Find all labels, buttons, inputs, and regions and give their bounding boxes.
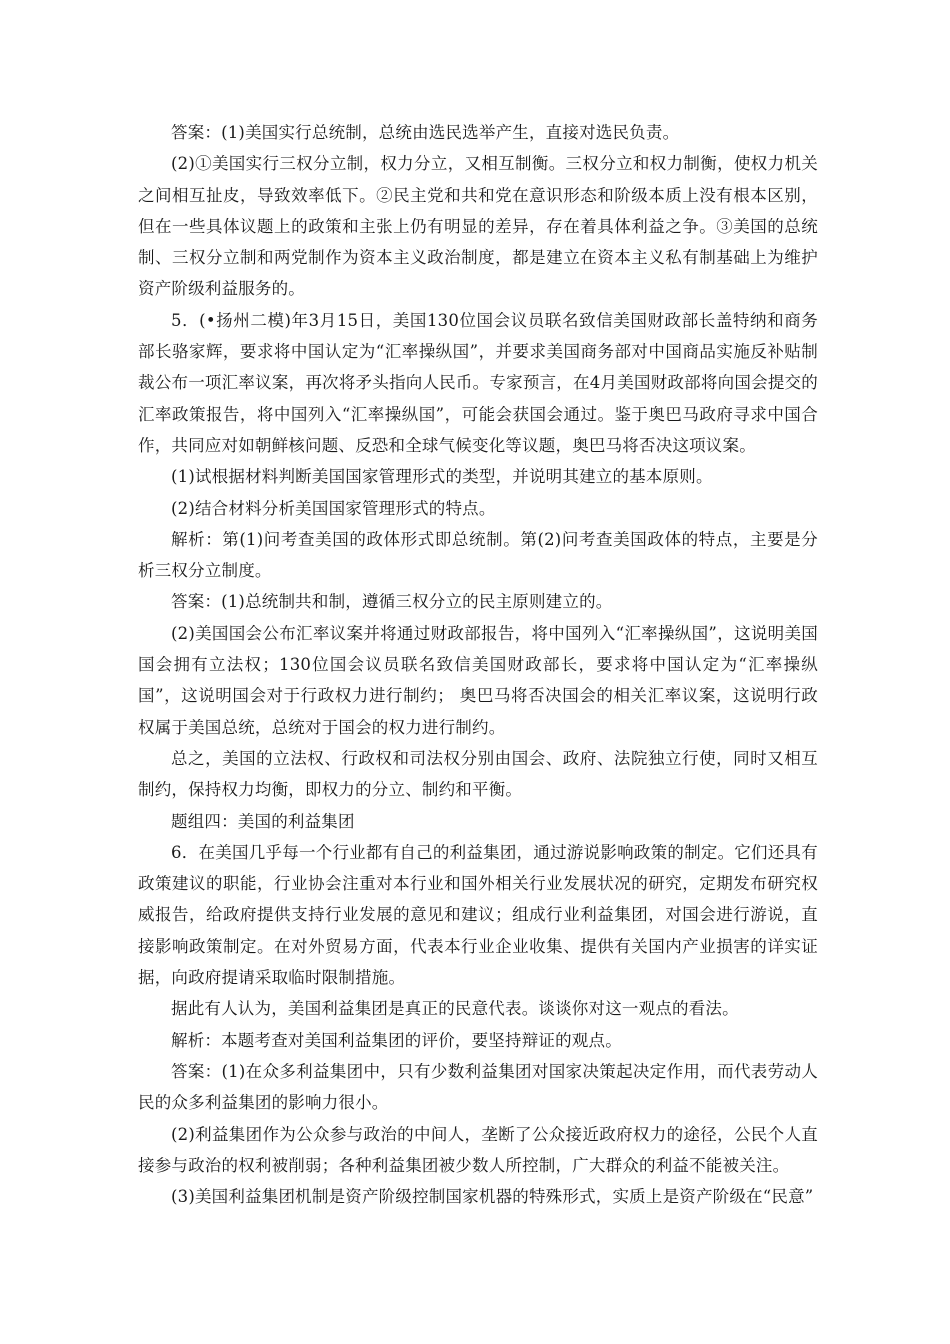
- analysis-paragraph-5: 解析：第(1)问考查美国的政体形式即总统制。第(2)问考查美国政体的特点，主要是分析三权分立制度。: [138, 529, 818, 581]
- answer-5-summary: 总之，美国的立法权、行政权和司法权分别由国会、政府、法院独立行使，同时又相互制约，保持权力均衡，即权力的分立、制约和平衡。: [138, 748, 818, 800]
- answer-6-part-1: 答案：(1)在众多利益集团中，只有少数利益集团对国家决策起决定作用，而代表劳动人民的众多利益集团的影响力很小。: [138, 1061, 818, 1113]
- section-heading-group-4: 题组四：美国的利益集团: [171, 811, 355, 831]
- question-6-paragraph: 6．在美国几乎每一个行业都有自己的利益集团，通过游说影响政策的制定。它们还具有政策建议的职能，行业协会注重对本行业和国外相关行业发展状况的研究，定期发布研究权威报告，给政府提供支持行业发展的意见和建议；组成行业利益集团，对国会进行游说，直接影响政策制定。在对外贸易方面，代表本行业企业收集、提供有关国内产业损害的详实证据，向政府提请采取临时限制措施。: [138, 842, 818, 988]
- answer-paragraph-1: 答案：(1)美国实行总统制，总统由选民选举产生，直接对选民负责。: [171, 123, 680, 142]
- analysis-paragraph-6: 解析：本题考查对美国利益集团的评价，要坚持辩证的观点。: [171, 1030, 622, 1050]
- question-5-paragraph: 5．(•扬州二模)年3月15日，美国130位国会议员联名致信美国财政部长盖特纳和商务部长骆家辉，要求将中国认定为“汇率操纵国”，并要求美国商务部对中国商品实施反补贴制裁公布一项汇率议案，再次将矛头指向人民币。专家预言，在4月美国财政部将向国会提交的汇率政策报告，将中国列入“汇率操纵国”，可能会获国会通过。鉴于奥巴马政府寻求中国合作，共同应对如朝鲜核问题、反恐和全球气候变化等议题，奥巴马将否决这项议案。: [138, 310, 818, 455]
- answer-paragraph-2: (2)①美国实行三权分立制，权力分立，又相互制衡。三权分立和权力制衡，使权力机关之间相互扯皮，导致效率低下。②民主党和共和党在意识形态和阶级本质上没有根本区别，但在一些具体议题上的政策和主张上仍有明显的差异，存在着具体利益之争。③美国的总统制、三权分立制和两党制作为资本主义政治制度，都是建立在资本主义私有制基础上为维护资产阶级利益服务的。: [138, 154, 818, 299]
- question-5-sub-1: (1)试根据材料判断美国国家管理形式的类型，并说明其建立的基本原则。: [171, 467, 713, 487]
- question-5-sub-2: (2)结合材料分析美国国家管理形式的特点。: [171, 498, 496, 518]
- answer-5-part-2: (2)美国国会公布汇率议案并将通过财政部报告，将中国列入“汇率操纵国”，这说明美国国会拥有立法权；130位国会议员联名致信美国财政部长，要求将中国认定为“汇率操纵国”，这说明国会对于行政权力进行制约； 奥巴马将否决国会的相关汇率议案，这说明行政权属于美国总统，总统对于国会的权力进行制约。: [138, 623, 818, 737]
- document-page: [138, 117, 818, 1212]
- answer-6-part-2: (2)利益集团作为公众参与政治的中间人，垄断了公众接近政府权力的途径，公民个人直接参与政治的权利被削弱；各种利益集团被少数人所控制，广大群众的利益不能被关注。: [138, 1124, 818, 1175]
- question-6-prompt: 据此有人认为，美国利益集团是真正的民意代表。谈谈你对这一观点的看法。: [171, 999, 739, 1019]
- answer-5-part-1: 答案：(1)总统制共和制，遵循三权分立的民主原则建立的。: [171, 592, 613, 612]
- answer-6-part-3: (3)美国利益集团机制是资产阶级控制国家机器的特殊形式，实质上是资产阶级在“民意”: [171, 1187, 814, 1207]
